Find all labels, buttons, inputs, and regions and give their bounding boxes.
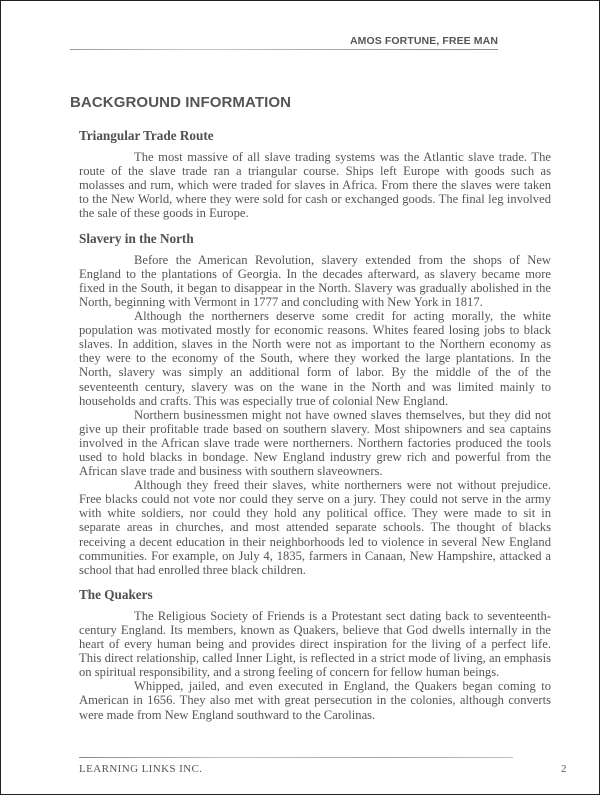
section-triangular-trade-route [79, 129, 551, 221]
section-slavery-in-the-north [79, 232, 551, 577]
page-title: BACKGROUND INFORMATION [70, 94, 292, 111]
running-head: AMOS FORTUNE, FREE MAN [349, 35, 498, 47]
paragraph: Although the northerners deserve some credit for acting morally, the white population was motivated mostly for economic reasons. Whites feared losing jobs to black slaves. In addition, slaves in the North were not as important to the Northern economy as they were to the economy of the South, where they worked the large plantations. In the North, slavery was simply an additional form of labor. By the middle of the of the seventeenth century, slavery was on the wane in the North and was limited mainly to households and crafts. This was especially true of colonial New England. [79, 309, 551, 408]
paragraph: The most massive of all slave trading systems was the Atlantic slave trade. The route of the slave trade ran a triangular course. Ships left Europe with goods such as molasses and rum, which were traded for slaves in Africa. From there the slaves were taken to the New World, where they were sold for cash or exchanged goods. The final leg involved the sale of these goods in Europe. [79, 150, 551, 221]
paragraph: Whipped, jailed, and even executed in England, the Quakers began coming to American in 1656. They also met with great persecution in the colonies, although converts were made from New England southward to the Carolinas. [79, 679, 551, 722]
footer-publisher: LEARNING LINKS INC. [79, 763, 203, 775]
section-heading: The Quakers [79, 586, 153, 602]
footer-rule [79, 757, 513, 758]
section-heading: Slavery in the North [79, 230, 194, 246]
paragraph: Northern businessmen might not have owned slaves themselves, but they did not give up their profitable trade based on southern slavery. Most shipowners and sea captains involved in the African slave trade were northerners. Northern factories produced the tools used to hold blacks in bondage. New England industry grew rich and powerful from the African slave trade and business with southern slaveowners. [79, 407, 551, 479]
section-heading: Triangular Trade Route [79, 128, 214, 143]
paragraph: Although they freed their slaves, white northerners were not without prejudice. Free blacks could not vote nor could they serve on a jury. They could not serve in the army with white soldiers, nor could they hold any political office. They were made to sit in separate areas in churches, and most attended separate schools. The thought of blacks receiving a decent education in their neighborhoods led to violence in several New England communities. For example, on July 4, 1835, farmers in Canaan, New Hampshire, attacked a school that had enrolled three black children. [79, 478, 551, 577]
page-number: 2 [561, 763, 567, 775]
paragraph: Before the American Revolution, slavery extended from the shops of New England to the plantations of Georgia. In the decades afterward, as slavery became more fixed in the South, it began to disappear in the North. Slavery was gradually abolished in the North, beginning with Vermont in 1777 and concluding with New York in 1817. [79, 252, 551, 309]
paragraph: The Religious Society of Friends is a Protestant sect dating back to seventeenth-century England. Its members, known as Quakers, believe that God dwells internally in the heart of every human being and provides direct inspiration for the living of a perfect life. This direct relationship, called Inner Light, is reflected in a strict mode of living, an emphasis on spiritual responsibility, and a strong feeling of concern for fellow human beings. [79, 608, 551, 680]
body-content [79, 129, 551, 733]
header-rule [70, 49, 498, 50]
section-the-quakers [79, 588, 551, 722]
